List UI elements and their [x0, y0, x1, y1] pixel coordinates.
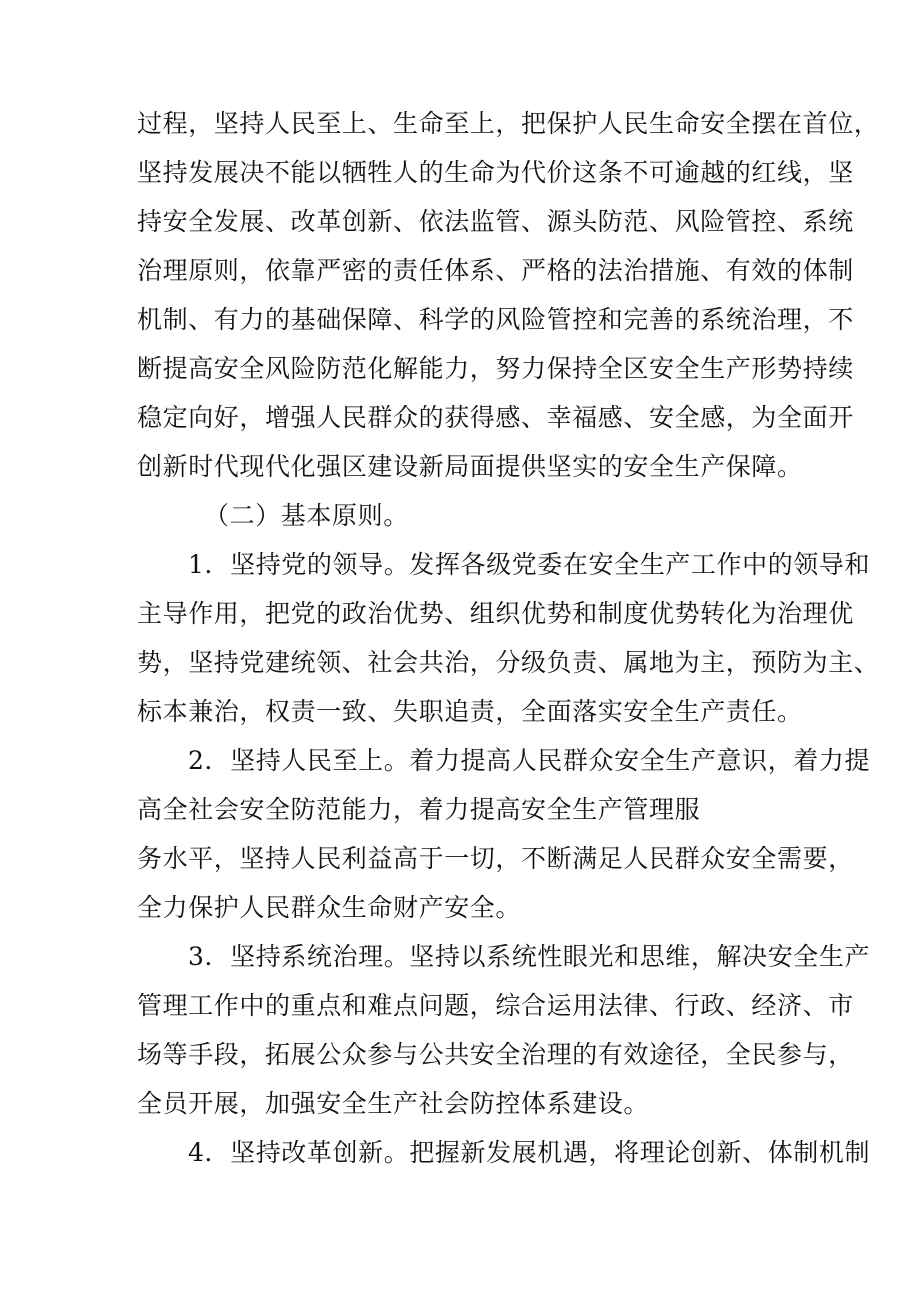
text-line-8: 创新时代现代化强区建设新局面提供坚实的安全生产保障。 [137, 452, 803, 481]
text-line-2: 坚持发展决不能以牺牲人的生命为代价这条不可逾越的红线，坚 [137, 158, 854, 187]
principle-2-line-3: 务水平，坚持人民利益高于一切，不断满足人民群众安全需要， [137, 844, 854, 873]
principle-2-line-1: 2．坚持人民至上。着力提高人民群众安全生产意识，着力提 [188, 746, 871, 775]
principle-3-line-1: 3．坚持系统治理。坚持以系统性眼光和思维，解决安全生产 [188, 942, 871, 971]
principle-1-line-1: 1．坚持党的领导。发挥各级党委在安全生产工作中的领导和 [188, 550, 871, 579]
text-line-4: 治理原则，依靠严密的责任体系、严格的法治措施、有效的体制 [137, 256, 854, 285]
principle-1-line-2: 主导作用，把党的政治优势、组织优势和制度优势转化为治理优 [137, 599, 854, 628]
principle-3-line-3: 场等手段，拓展公众参与公共安全治理的有效途径，全民参与， [137, 1040, 854, 1069]
text-line-3: 持安全发展、改革创新、依法监管、源头防范、风险管控、系统 [137, 207, 854, 236]
principle-4-line-1: 4．坚持改革创新。把握新发展机遇，将理论创新、体制机制 [188, 1138, 871, 1167]
principle-1-line-3: 势，坚持党建统领、社会共治，分级负责、属地为主，预防为主、 [137, 648, 880, 677]
text-line-6: 断提高安全风险防范化解能力，努力保持全区安全生产形势持续 [137, 354, 854, 383]
section-heading-basic-principles: （二）基本原则。 [204, 501, 409, 530]
principle-1-line-4: 标本兼治，权责一致、失职追责，全面落实安全生产责任。 [137, 697, 803, 726]
text-line-1: 过程，坚持人民至上、生命至上，把保护人民生命安全摆在首位， [137, 109, 880, 138]
principle-2-line-4: 全力保护人民群众生命财产安全。 [137, 893, 522, 922]
text-line-5: 机制、有力的基础保障、科学的风险管控和完善的系统治理，不 [137, 305, 854, 334]
text-line-7: 稳定向好，增强人民群众的获得感、幸福感、安全感，为全面开 [137, 403, 854, 432]
principle-3-line-2: 管理工作中的重点和难点问题，综合运用法律、行政、经济、市 [137, 991, 854, 1020]
principle-2-line-2: 高全社会安全防范能力，着力提高安全生产管理服 [137, 795, 701, 824]
principle-3-line-4: 全员开展，加强安全生产社会防控体系建设。 [137, 1089, 650, 1118]
